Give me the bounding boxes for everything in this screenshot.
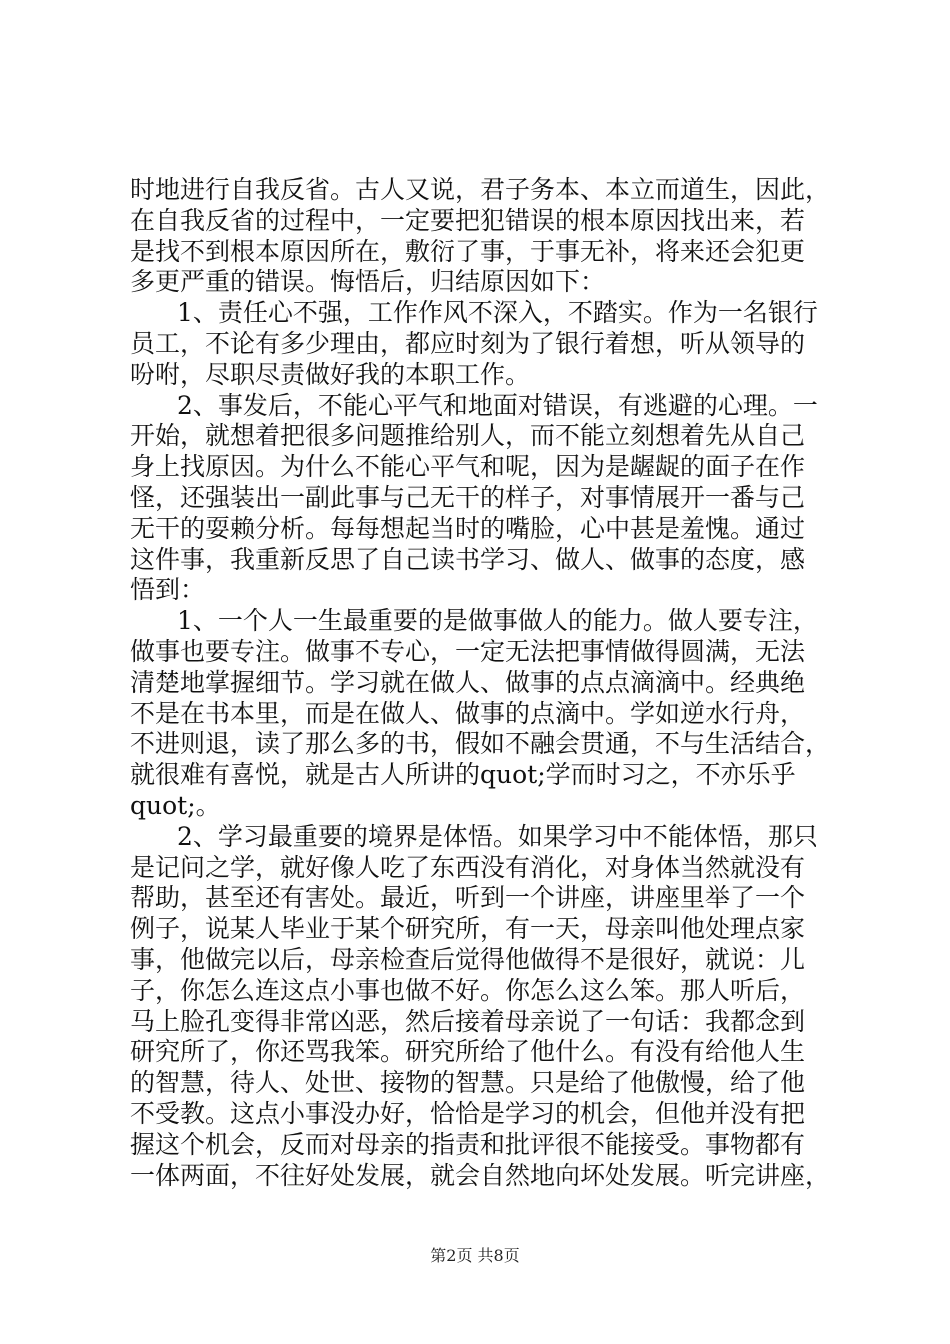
text-line: 怪，还强装出一副此事与己无干的样子，对事情展开一番与己	[130, 482, 806, 512]
page-footer: 第2页 共8页	[430, 1246, 520, 1265]
text-line: 研究所了，你还骂我笨。研究所给了他什么。有没有给他人生	[130, 1037, 806, 1067]
text-line: 事，他做完以后，母亲检查后觉得他做得不是很好，就说：儿	[130, 944, 806, 974]
text-line: 是记问之学，就好像人吃了东西没有消化，对身体当然就没有	[130, 852, 806, 882]
paragraph-first-line: 2、学习最重要的境界是体悟。如果学习中不能体悟，那只	[177, 821, 818, 851]
text-line: 例子，说某人毕业于某个研究所，有一天，母亲叫他处理点家	[130, 914, 806, 944]
text-line: 不进则退，读了那么多的书，假如不融会贯通，不与生活结合，	[130, 729, 831, 759]
text-line: 悟到：	[130, 575, 206, 605]
text-line: 多更严重的错误。悔悟后，归结原因如下：	[130, 267, 606, 297]
text-line: 时地进行自我反省。古人又说，君子务本、本立而道生，因此，	[130, 175, 831, 204]
text-line: 就很难有喜悦，就是古人所讲的quot;学而时习之，不亦乐乎	[130, 760, 796, 790]
paragraph-first-line: 2、事发后，不能心平气和地面对错误，有逃避的心理。一	[177, 390, 818, 420]
text-line: 在自我反省的过程中，一定要把犯错误的根本原因找出来，若	[130, 205, 806, 235]
text-line: 子，你怎么连这点小事也做不好。你怎么这么笨。那人听后，	[130, 975, 806, 1005]
text-line: 不受教。这点小事没办好，恰恰是学习的机会，但他并没有把	[130, 1098, 806, 1128]
paragraph-first-line: 1、责任心不强，工作作风不深入，不踏实。作为一名银行	[177, 298, 818, 328]
text-line: 马上脸孔变得非常凶恶，然后接着母亲说了一句话：我都念到	[130, 1006, 806, 1036]
text-line: 吩咐，尽职尽责做好我的本职工作。	[130, 359, 531, 389]
text-line: 一体两面，不往好处发展，就会自然地向坏处发展。听完讲座，	[130, 1160, 831, 1190]
text-line: 不是在书本里，而是在做人、做事的点滴中。学如逆水行舟，	[130, 698, 806, 728]
text-line: 身上找原因。为什么不能心平气和呢，因为是龌龊的面子在作	[130, 452, 806, 482]
text-line: 员工，不论有多少理由，都应时刻为了银行着想，听从领导的	[130, 328, 806, 358]
text-line: 这件事，我重新反思了自己读书学习、做人、做事的态度，感	[130, 544, 806, 574]
paragraph-first-line: 1、一个人一生最重要的是做事做人的能力。做人要专注，	[177, 606, 818, 636]
text-line: quot;。	[130, 790, 221, 820]
text-line: 帮助，甚至还有害处。最近，听到一个讲座，讲座里举了一个	[130, 883, 806, 913]
text-line: 清楚地掌握细节。学习就在做人、做事的点点滴滴中。经典绝	[130, 667, 806, 697]
text-line: 开始，就想着把很多问题推给别人，而不能立刻想着先从自己	[130, 421, 806, 451]
text-line: 的智慧，待人、处世、接物的智慧。只是给了他傲慢，给了他	[130, 1068, 806, 1098]
text-line: 是找不到根本原因所在，敷衍了事，于事无补，将来还会犯更	[130, 236, 806, 266]
text-line: 无干的耍赖分析。每每想起当时的嘴脸，心中甚是羞愧。通过	[130, 513, 806, 543]
text-line: 做事也要专注。做事不专心，一定无法把事情做得圆满，无法	[130, 636, 806, 666]
text-line: 握这个机会，反而对母亲的指责和批评很不能接受。事物都有	[130, 1129, 806, 1159]
document-body	[130, 175, 835, 1191]
